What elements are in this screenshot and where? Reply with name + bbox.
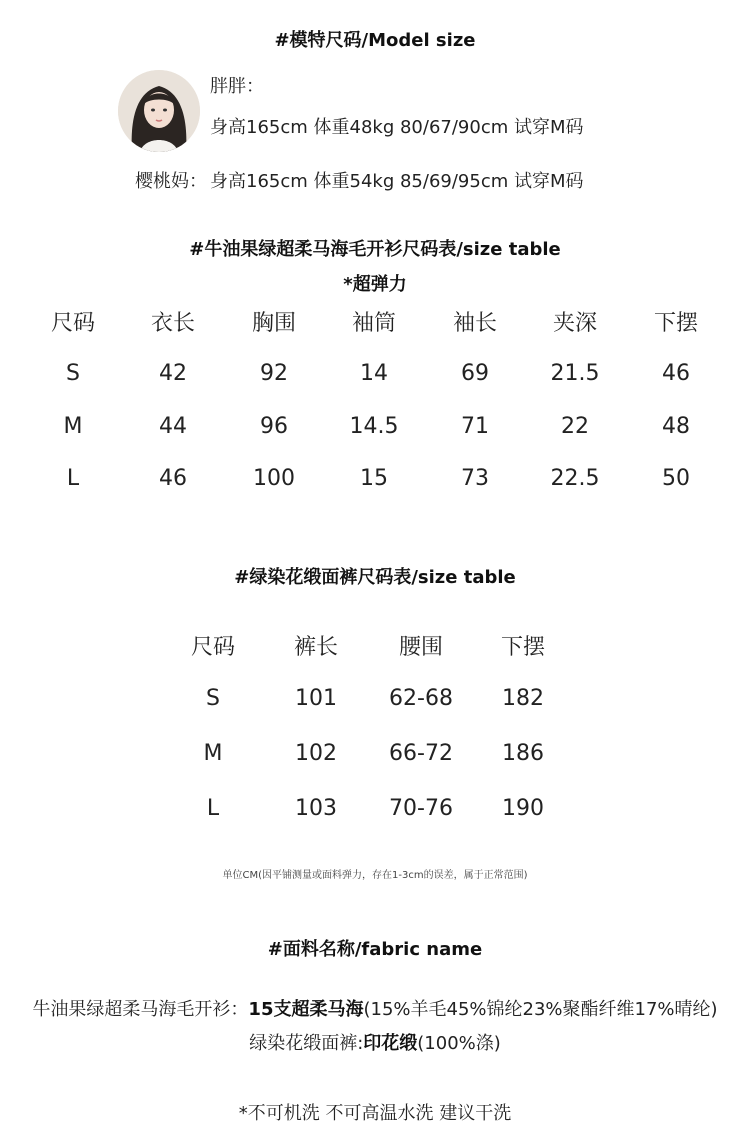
fabric-line-pants — [0, 1029, 750, 1055]
table-row — [0, 361, 750, 401]
table-row — [0, 686, 750, 726]
fabric-line1-suffix: (15%羊毛45%锦纶23%聚酯纤维17%晴纶) — [363, 999, 718, 1020]
table-cell: 96 — [260, 414, 288, 439]
table-cell: L — [206, 796, 220, 821]
header-cell: 袖筒 — [351, 311, 396, 336]
table-cell: 48 — [662, 414, 690, 439]
table-cell: 22.5 — [550, 466, 600, 491]
table-cell: 46 — [159, 466, 187, 491]
model1-info: 身高165cm 体重48kg 80/67/90cm 试穿M码 — [210, 117, 584, 138]
fabric-line-cardigan — [0, 995, 750, 1021]
table-cell: 182 — [502, 686, 544, 711]
table-cell: L — [66, 466, 80, 491]
table-cell: 15 — [360, 466, 388, 491]
header-cell: 夹深 — [552, 311, 597, 336]
table-cell: 102 — [295, 741, 337, 766]
header-cell: 胸围 — [251, 311, 296, 336]
table-cell: M — [63, 414, 83, 439]
header-cell: 尺码 — [50, 311, 95, 336]
table-cell: 46 — [662, 361, 690, 386]
table-cell: 14 — [360, 361, 388, 386]
table-cell: 190 — [502, 796, 544, 821]
unit-note: 单位CM(因平铺测量或面料弹力，存在1-3cm的误差，属于正常范围) — [222, 870, 528, 881]
pants-table-header-row — [0, 630, 750, 670]
table-cell: 70-76 — [389, 796, 453, 821]
header-cell: 裤长 — [293, 635, 338, 660]
table-cell: M — [203, 741, 223, 766]
fabric-line2-suffix: (100%涤) — [417, 1033, 501, 1054]
model-size-heading: #模特尺码/Model size — [274, 30, 476, 51]
header-cell: 下摆 — [653, 311, 698, 336]
table-cell: S — [66, 361, 80, 386]
header-cell: 下摆 — [500, 635, 545, 660]
table-cell: 69 — [461, 361, 489, 386]
fabric-line1-bold: 15支超柔马海 — [248, 999, 364, 1020]
pants-size-table-heading: #绿染花缎面裤尺码表/size table — [234, 567, 516, 588]
table-row — [0, 796, 750, 836]
cardigan-size-subheading: *超弹力 — [343, 274, 407, 295]
table-cell: 50 — [662, 466, 690, 491]
header-cell: 衣长 — [150, 311, 195, 336]
fabric-line2-bold: 印花缎 — [363, 1033, 418, 1054]
table-cell: 103 — [295, 796, 337, 821]
fabric-heading: #面料名称/fabric name — [267, 939, 483, 960]
table-cell: 44 — [159, 414, 187, 439]
fabric-line2-prefix: 绿染花缎面裤: — [249, 1033, 364, 1054]
table-row — [0, 466, 750, 506]
fabric-line1-prefix: 牛油果绿超柔马海毛开衫： — [32, 999, 249, 1020]
cardigan-table-header-row — [0, 306, 750, 346]
table-cell: 66-72 — [389, 741, 453, 766]
table-cell: 22 — [561, 414, 589, 439]
model2-name: 樱桃妈： — [135, 171, 207, 192]
header-cell: 腰围 — [398, 635, 443, 660]
table-cell: 62-68 — [389, 686, 453, 711]
table-cell: 73 — [461, 466, 489, 491]
header-cell: 袖长 — [452, 311, 497, 336]
table-cell: 71 — [461, 414, 489, 439]
table-row — [0, 414, 750, 454]
table-cell: S — [206, 686, 220, 711]
model2-info: 身高165cm 体重54kg 85/69/95cm 试穿M码 — [210, 171, 584, 192]
table-cell: 100 — [253, 466, 295, 491]
table-cell: 101 — [295, 686, 337, 711]
table-cell: 42 — [159, 361, 187, 386]
table-row — [0, 741, 750, 781]
table-cell: 186 — [502, 741, 544, 766]
table-cell: 14.5 — [349, 414, 399, 439]
table-cell: 21.5 — [550, 361, 600, 386]
model-avatar — [118, 70, 200, 152]
cardigan-size-table-heading: #牛油果绿超柔马海毛开衫尺码表/size table — [189, 239, 561, 260]
table-cell: 92 — [260, 361, 288, 386]
model1-name: 胖胖： — [210, 76, 264, 97]
care-instructions: *不可机洗 不可高温水洗 建议干洗 — [238, 1103, 512, 1124]
header-cell: 尺码 — [190, 635, 235, 660]
